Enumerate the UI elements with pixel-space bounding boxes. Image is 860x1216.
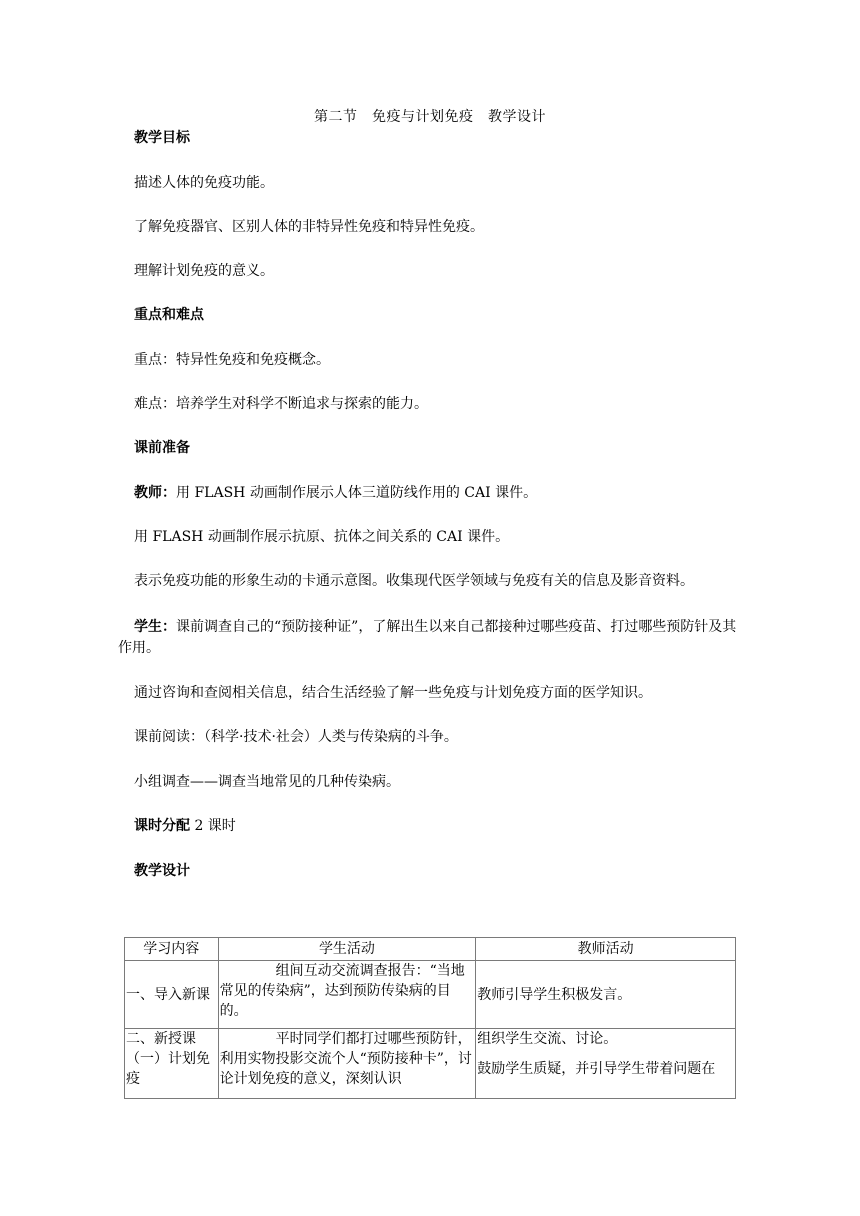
goal-1: 描述人体的免疫功能。 bbox=[134, 175, 274, 191]
student-text: 课前调查自己的“预防接种证”，了解出生以来自己都接种过哪些疫苗、打过哪些预防针及其作用。 bbox=[118, 619, 737, 656]
table-row bbox=[125, 1029, 736, 1099]
prep-student bbox=[118, 617, 750, 659]
header-content: 学习内容 bbox=[125, 938, 219, 961]
page-title: 第二节 免疫与计划免疫 教学设计 bbox=[314, 109, 546, 125]
teacher-label: 教师： bbox=[134, 485, 176, 501]
teacher-text: 用 FLASH 动画制作展示人体三道防线作用的 CAI 课件。 bbox=[176, 485, 538, 501]
row1-teacher: 教师引导学生积极发言。 bbox=[476, 961, 736, 1029]
table-row bbox=[125, 961, 736, 1029]
row2-teacher-line-b: 鼓励学生质疑，并引导学生带着问题在 bbox=[477, 1061, 716, 1077]
heading-design: 教学设计 bbox=[134, 863, 190, 879]
student-label: 学生： bbox=[134, 619, 176, 635]
prep-item-2: 用 FLASH 动画制作展示抗原、抗体之间关系的 CAI 课件。 bbox=[134, 529, 510, 545]
header-teacher-activity: 教师活动 bbox=[476, 938, 736, 961]
goal-3: 理解计划免疫的意义。 bbox=[134, 263, 274, 279]
heading-preparation: 课前准备 bbox=[134, 440, 190, 456]
row1-student: 组间互动交流调查报告：“当地常见的传染病”，达到预防传染病的目的。 bbox=[218, 961, 476, 1029]
prep-item-6: 课前阅读：（科学·技术·社会）人类与传染病的斗争。 bbox=[134, 729, 458, 745]
goal-2: 了解免疫器官、区别人体的非特异性免疫和特异性免疫。 bbox=[134, 219, 484, 235]
key-point: 重点：特异性免疫和免疫概念。 bbox=[134, 352, 330, 368]
time-allocation bbox=[134, 816, 744, 837]
row2-student: 平时同学们都打过哪些预防针，利用实物投影交流个人“预防接种卡”，讨论计划免疫的意义，深刻认识 bbox=[218, 1029, 476, 1099]
prep-teacher bbox=[134, 483, 744, 504]
table-header-row bbox=[125, 938, 736, 961]
row2-teacher bbox=[476, 1029, 736, 1099]
header-student-activity: 学生活动 bbox=[218, 938, 476, 961]
time-value: 2 课时 bbox=[190, 818, 236, 834]
prep-item-5: 通过咨询和查阅相关信息，结合生活经验了解一些免疫与计划免疫方面的医学知识。 bbox=[134, 685, 652, 701]
lesson-plan-table bbox=[124, 937, 736, 1099]
time-label: 课时分配 bbox=[134, 818, 190, 834]
row1-content: 一、导入新课 bbox=[125, 961, 219, 1029]
prep-item-7: 小组调查——调查当地常见的几种传染病。 bbox=[134, 774, 400, 790]
row2-teacher-line-a: 组织学生交流、讨论。 bbox=[477, 1031, 618, 1047]
row2-content: 二、新授课（一）计划免疫 bbox=[125, 1029, 219, 1099]
heading-goals: 教学目标 bbox=[134, 130, 190, 146]
heading-key-points: 重点和难点 bbox=[134, 307, 204, 323]
difficulty-point: 难点：培养学生对科学不断追求与探索的能力。 bbox=[134, 396, 428, 412]
prep-item-3: 表示免疫功能的形象生动的卡通示意图。收集现代医学领域与免疫有关的信息及影音资料。 bbox=[134, 573, 694, 589]
